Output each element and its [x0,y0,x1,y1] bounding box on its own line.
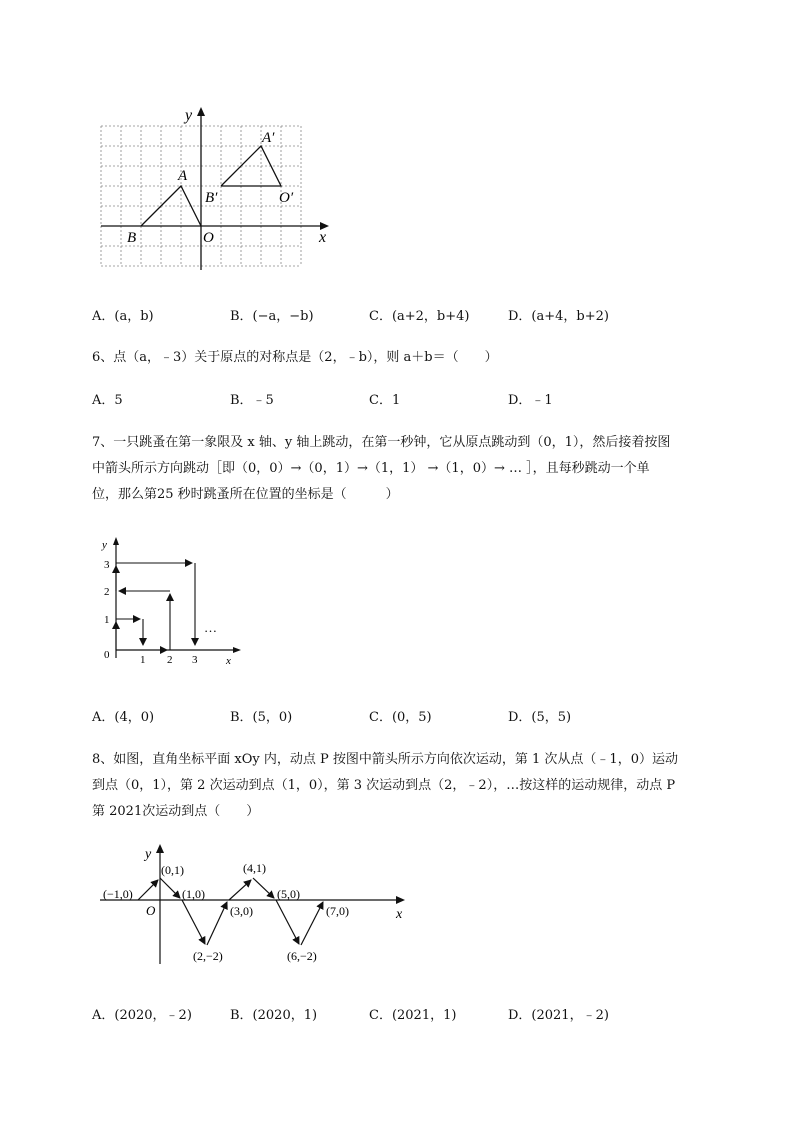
origin-label: O [146,903,156,918]
q8-question-line-3: 第 2021次运动到点（ ） [92,804,260,819]
continuation-dots: … [204,620,217,635]
q6-option-c[interactable]: C．1 [369,393,401,408]
q6-option-b[interactable]: B．﹣5 [230,393,274,408]
point-label-3-0: (3,0) [230,904,253,918]
q6-question: 6、点（a，﹣3）关于原点的对称点是（2，﹣b），则 a＋b＝（ ） [92,350,498,365]
y-tick-3: 3 [104,559,110,571]
y-axis-label: y [102,539,107,551]
q7-option-a[interactable]: A．(4，0) [92,710,155,725]
q5-option-c[interactable]: C．(a+2，b+4) [369,309,470,324]
origin-label: O [203,230,214,246]
point-label-1-0: (1,0) [182,887,205,901]
q5-option-a[interactable]: A．(a，b) [92,309,154,324]
q5-option-b[interactable]: B．(−a，−b) [230,309,314,324]
x-tick-1: 1 [140,654,146,666]
axes [113,537,241,658]
q7-option-b[interactable]: B．(5，0) [230,710,293,725]
point-label-0-1: (0,1) [161,863,184,877]
q8-question-line-2: 到点（0，1），第 2 次运动到点（1，0），第 3 次运动到点（2，﹣2），…按这样的运动规律，动点 P [92,778,676,793]
q8-question-line-1: 8、如图，直角坐标平面 xOy 内，动点 P 按图中箭头所示方向依次运动，第 1 次从点（﹣1，0）运动 [92,752,678,767]
point-label-7-0: (7,0) [326,904,349,918]
q8-option-a[interactable]: A．(2020，﹣2) [92,1008,192,1023]
q7-option-d[interactable]: D．(5，5) [508,710,572,725]
q8-option-d[interactable]: D．(2021，﹣2) [508,1008,609,1023]
point-b2-label: B′ [205,190,218,206]
x-axis-label: x [319,229,327,246]
x-tick-2: 2 [167,654,173,666]
point-label-m1-0: (−1,0) [103,887,133,901]
y-tick-2: 2 [104,586,110,598]
x-tick-3: 3 [192,654,198,666]
point-label-4-1: (4,1) [243,861,266,875]
point-label-2-m2: (2,−2) [193,949,223,963]
figure-flea-path [96,532,246,672]
point-a2-label: A′ [262,130,275,146]
point-a-label: A [178,168,188,184]
y-axis-label: y [185,107,193,124]
q8-option-c[interactable]: C．(2021，1) [369,1008,457,1023]
jump-path [116,563,195,650]
point-label-5-0: (5,0) [277,887,300,901]
point-o2-label: O′ [279,190,294,206]
x-axis-label: x [396,907,403,922]
q8-option-b[interactable]: B．(2020，1) [230,1008,318,1023]
q5-option-d[interactable]: D．(a+4，b+2) [508,309,609,324]
q6-option-d[interactable]: D．﹣1 [508,393,553,408]
origin-label: 0 [104,649,110,661]
point-label-6-m2: (6,−2) [287,949,317,963]
point-b-label: B [127,230,137,246]
q7-question-line-2: 中箭头所示方向跳动［即（0，0）→（0，1）→（1，1） →（1，0）→ … ］，且每秒跳动一个单 [92,461,650,476]
figure-triangle-translation [96,102,336,272]
q7-question-line-1: 7、一只跳蚤在第一象限及 x 轴、y 轴上跳动，在第一秒钟，它从原点跳动到（0，1），然后接着按图 [92,435,671,450]
q7-option-c[interactable]: C．(0，5) [369,710,432,725]
y-axis-label: y [145,847,152,862]
q6-option-a[interactable]: A．5 [92,393,123,408]
q7-question-line-3: 位，那么第25 秒时跳蚤所在位置的坐标是（ ） [92,487,399,502]
y-tick-1: 1 [104,614,110,626]
x-axis-label: x [226,655,231,667]
figure-zigzag-path [100,840,420,970]
